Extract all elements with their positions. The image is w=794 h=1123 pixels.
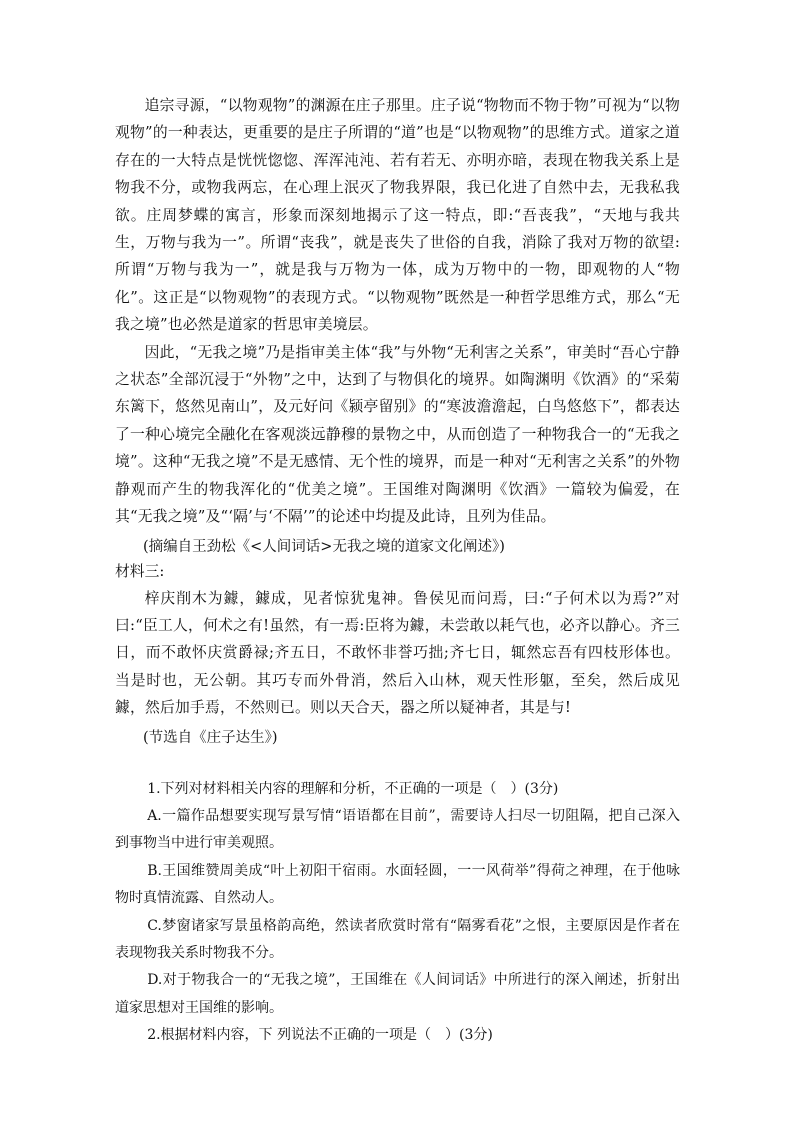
- spacer: [115, 750, 680, 776]
- question-1-option-b: B.王国维赞周美成“叶上初阳干宿雨。水面轻圆，一一风荷举”得荷之神理，在于他咏物时真情流露、自然动人。: [115, 862, 680, 907]
- material2-paragraph-2: 因此，“无我之境”乃是指审美主体“我”与外物“无利害之关系”，审美时“吾心宁静之状态”全部沉浸于“外物”之中，达到了与物俱化的境界。如陶渊明《饮酒》的“采菊东篱下，悠然见南山”，及元好问《颍亭留别》的“寒波澹澹起，白鸟悠悠下”，都表达了一种心境完全融化在客观淡远静穆的景物之中，从而创造了一种物我合一的“无我之境”。这种“无我之境”不是无感情、无个性的境界，而是一种对“无利害之关系”的外物静观而产生的物我浑化的“优美之境”。王国维对陶渊明《饮酒》一篇较为偏爱，在其“无我之境”及“‘隔’与‘不隔’”的论述中均提及此诗，且列为佳品。: [115, 343, 680, 526]
- question-2: 2.根据材料内容，下 列说法不正确的一项是（ ）(3分): [147, 1027, 493, 1044]
- material3-label: 材料三:: [115, 562, 165, 580]
- question-1-option-d: D.对于物我合一的“无我之境”，王国维在《人间词话》中所进行的深入阐述，折射出道家思想对王国维的影响。: [115, 972, 680, 1016]
- question-1: 1.下列对材料相关内容的理解和分析，不正确的一项是（ ）(3分): [147, 780, 559, 797]
- material3-paragraph: 梓庆削木为鐻，鐻成，见者惊犹鬼神。鲁侯见而问焉，曰:“子何术以为焉?”对曰:“臣工人，何术之有!虽然，有一焉:臣将为鐻，未尝敢以耗气也，必齐以静心。齐三日，而不敢怀庆赏爵禄;齐五日，不敢怀非誉巧拙;齐七日，辄然忘吾有四枝形体也。当是时也，无公朝。其巧专而外骨消，然后入山林，观天性形躯，至矣，然后成见鐻，然后加手焉，不然则已。则以天合天，器之所以疑神者，其是与!: [115, 589, 680, 717]
- material2-source: (摘编自王劲松《<人间词话>无我之境的道家文化阐述》): [143, 538, 505, 555]
- material3-source: (节选自《庄子达生》): [143, 729, 278, 746]
- document-body: [115, 92, 680, 1050]
- question-1-option-a: A.一篇作品想要实现写景写情“语语都在目前”，需要诗人扫尽一切阻隔，把自己深入到事物当中进行审美观照。: [115, 807, 680, 852]
- material2-paragraph-1: 追宗寻源，“以物观物”的渊源在庄子那里。庄子说“物物而不物于物”可视为“以物观物”的一种表达，更重要的是庄子所谓的“道”也是“以物观物”的思维方式。道家之道存在的一大特点是恍恍惚惚、浑浑沌沌、若有若无、亦明亦暗，表现在物我关系上是物我不分，或物我两忘，在心理上泯灭了物我界限，我已化进了自然中去，无我私我欲。庄周梦蝶的寓言，形象而深刻地揭示了这一特点，即:“吾丧我”，“天地与我共生，万物与我为一”。所谓“丧我”，就是丧失了世俗的自我，消除了我对万物的欲望:所谓“万物与我为一”，就是我与万物为一体，成为万物中的一物，即观物的人“物化”。这正是“以物观物”的表现方式。“以物观物”既然是一种哲学思维方式，那么“无我之境”也必然是道家的哲思审美境层。: [115, 97, 680, 334]
- question-1-option-c: C.梦窗诸家写景虽格韵高绝，然读者欣赏时常有“隔雾看花”之恨，主要原因是作者在表现物我关系时物我不分。: [115, 917, 680, 961]
